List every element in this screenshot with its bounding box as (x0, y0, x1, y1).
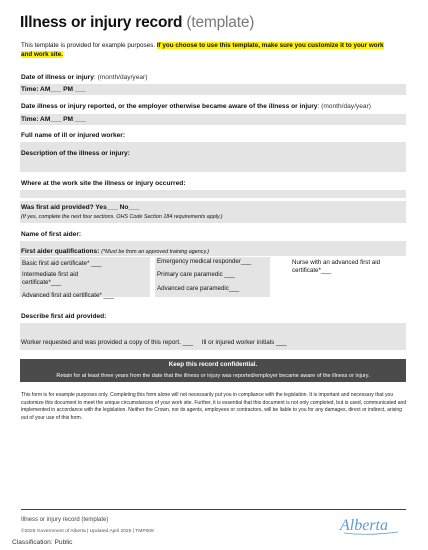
time-field-1[interactable]: Time: AM___ PM ___ (21, 86, 86, 93)
alberta-logo-wordmark: Alberta (340, 517, 388, 534)
notice-heading: Keep this record confidential. (168, 361, 258, 368)
date-label-text: Date of illness or injury (21, 74, 94, 81)
confidential-notice (20, 359, 406, 382)
where-label: Where at the work site the illness or injury occurred: (21, 180, 186, 187)
first-aid-question[interactable]: Was first aid provided? Yes___ No___ (21, 204, 140, 211)
time-field-2[interactable]: Time: AM___ PM ___ (21, 116, 86, 123)
date-format: : (month/day/year) (93, 74, 148, 81)
qual-nurse-option[interactable]: Nurse with an advanced first aid certificate*___ (292, 259, 381, 274)
title-sub: (template) (186, 14, 255, 31)
qual-advanced-option[interactable]: Advanced first aid certificate* ___ (22, 292, 114, 299)
describe-field[interactable] (20, 323, 406, 335)
page-title (20, 14, 254, 32)
title-main: Illness or injury record (20, 14, 183, 31)
footer-title: Illness or injury record (template) (21, 517, 109, 523)
reported-format: : (month/day/year) (317, 103, 371, 110)
qualifications-label-text: First aider qualifications: (21, 248, 100, 255)
reported-label (21, 103, 371, 110)
classification-label: Classification: Public (12, 539, 73, 546)
qual-intermediate-option[interactable]: Intermediate first aid certificate*___ (22, 271, 79, 286)
date-label (21, 74, 147, 81)
qualifications-note: (*Must be from an approved training agency.) (101, 249, 210, 255)
footer-divider (21, 509, 406, 510)
qual-pcp-option[interactable]: Primary care paramedic ___ (157, 271, 235, 278)
qual-basic-option[interactable]: Basic first aid certificate* ___ (22, 260, 102, 267)
intro-highlight: If you choose to use this template, make sure you customize it to your work and work site. (21, 42, 384, 59)
first-aid-note: (If yes, complete the next four sections. OHS Code Section 184 requirements apply.) (21, 214, 223, 220)
full-name-label: Full name of ill or injured worker: (21, 132, 126, 139)
reported-label-text: Date illness or injury reported, or the employer otherwise became aware of the illness or injury (21, 103, 318, 110)
disclaimer-text: This form is for example purposes only. Completing this form alone will not necessarily put you in compliance with the legislation. It is important and necessary that you customize this document to meet the unique circumstances of your work site. Further, it is essential that this document is not only completed, but is used, communicated and implemented in accordance with the legislation. Neither the Crown, nor its agents, employees or contractors, will be liable to you for any damages, direct or indirect, arising out of your use of this form. (21, 392, 407, 421)
alberta-logo (338, 513, 404, 537)
footer-copyright: ©2025 Government of Alberta | Updated April 2025 | TMP009 (21, 529, 154, 534)
qual-acp-option[interactable]: Advanced care paramedic___ (157, 285, 240, 292)
aider-name-label: Name of first aider: (21, 231, 82, 238)
intro-text (21, 41, 396, 60)
qualifications-label (21, 248, 209, 255)
describe-label: Describe first aid provided: (21, 313, 107, 320)
where-field[interactable] (20, 190, 406, 198)
notice-retention: Retain for at least three years from the date that the illness or injury was reported/employer became aware of the illness or injury. (56, 373, 370, 379)
description-label: Description of the illness or injury: (21, 150, 130, 157)
intro-plain: This template is provided for example purposes. (21, 42, 157, 49)
qual-emr-option[interactable]: Emergency medical responder___ (157, 258, 252, 265)
copy-line[interactable]: Worker requested and was provided a copy of this report. ___ Ill or injured worker initials ___ (21, 339, 287, 346)
